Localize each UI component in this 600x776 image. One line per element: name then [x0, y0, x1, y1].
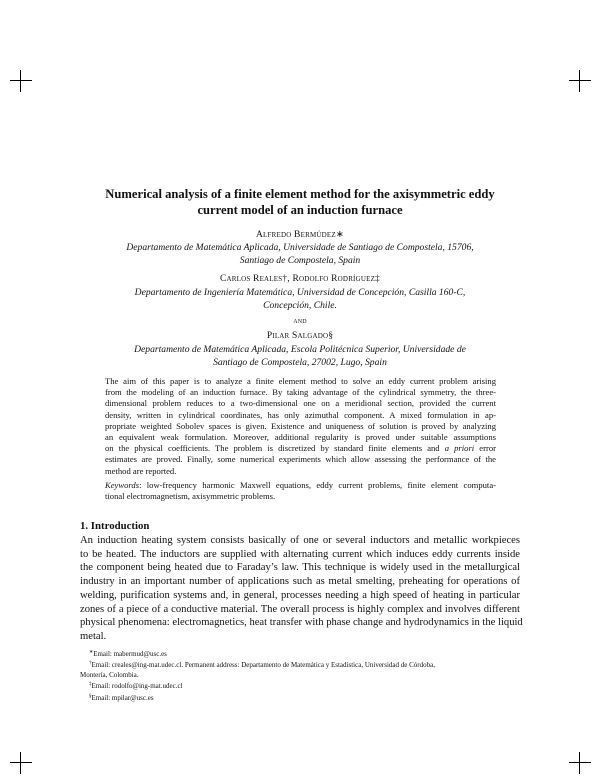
footnote-mark: § — [89, 693, 92, 699]
keywords-label: Keywords — [105, 480, 140, 490]
footnote-mark: † — [89, 661, 92, 667]
affiliation-line: Departamento de Matemática Aplicada, Universidade de Santiago de Compostela, 15706, — [126, 242, 474, 253]
footnote-continuation: Montería, Colombia. — [80, 670, 139, 679]
affiliation-1 — [60, 242, 540, 267]
abstract-line: density, written in cylindrical coordinates, has only azimuthal component. A mixed formulation in ap- — [105, 409, 496, 420]
crop-mark-bottom-right — [569, 752, 591, 774]
footnotes — [80, 648, 520, 703]
abstract — [105, 376, 496, 477]
abstract-text: on the physical coefficients. The problem is discretized by standard finite elements and — [105, 443, 440, 454]
footnote-text: Email: rodolfo@ing-mat.udec.cl — [91, 682, 183, 691]
abstract-line — [105, 443, 496, 454]
affiliation-line: Santiago de Compostela, Spain — [239, 254, 361, 266]
affiliation-line: Santiago de Compostela, 27002, Lugo, Spain — [213, 356, 387, 368]
author-3: Pilar Salgado§ — [266, 331, 334, 341]
crop-mark-top-right — [569, 70, 591, 92]
paper-title — [60, 186, 540, 218]
footnote-text: Email: creales@ing-mat.udec.cl. Permanent address: Departamento de Matemática y Estadística, Universidad de Córdoba, — [91, 661, 435, 670]
footnote-text: Email: mabermud@usc.es — [93, 650, 167, 658]
affiliation-3 — [60, 344, 540, 369]
keywords-text: : low-frequency harmonic Maxwell equations, eddy current problems, finite element computa- — [139, 480, 496, 490]
introduction-body — [80, 534, 523, 644]
abstract-line: an equivalent weak formulation. Moreover, additional regularity is proved under suitable assumptions — [105, 432, 496, 443]
footnote — [80, 648, 520, 659]
affiliation-line: Departamento de Matemática Aplicada, Escola Politécnica Superior, Universidade de — [134, 344, 466, 355]
footnote — [80, 659, 520, 670]
keywords — [105, 480, 496, 502]
affiliation-line: Concepción, Chile. — [263, 299, 337, 311]
footnote — [80, 692, 520, 703]
abstract-line: from the modeling of an induction furnace. By taking advantage of the cylindrical symmetry, the three- — [105, 387, 496, 398]
footnote-mark: ‡ — [89, 682, 92, 688]
author-1: Alfredo Bermúdez∗ — [256, 230, 344, 240]
abstract-line: estimates are proved. Finally, some numerical experiments which allow assessing the performance of the — [105, 454, 496, 465]
author-2: Carlos Reales†, Rodolfo Rodríguez‡ — [219, 274, 381, 284]
abstract-line: method are reported. — [105, 465, 177, 476]
abstract-line: propriate weighted Sobolev spaces is given. Existence and uniqueness of solution is proved by analyzing — [105, 420, 496, 431]
crop-mark-bottom-left — [10, 752, 32, 774]
abstract-line: The aim of this paper is to analyze a finite element method to solve an eddy current problem arising — [105, 376, 496, 386]
body-line: the component being heated due to Faraday’s law. This technique is widely used in the metallurgical — [80, 562, 520, 574]
body-line: metal. — [80, 630, 107, 642]
body-line: zones of a piece of a conductive material. The overall process is highly complex and involves different — [80, 603, 520, 615]
crop-mark-top-left — [10, 70, 32, 92]
title-line: Numerical analysis of a finite element method for the axisymmetric eddy — [105, 187, 495, 201]
footnote-mark: ∗ — [89, 650, 94, 655]
abstract-line: dimensional problem reduces to a two-dimensional one on a meridional section, provided the current — [105, 398, 496, 409]
footnote — [80, 680, 520, 691]
keywords-line: tional electromagnetism, axisymmetric problems. — [105, 491, 276, 502]
keywords-line — [105, 480, 496, 491]
body-line: physical phenomena: electromagnetics, heat transfer with phase change and hydrodynamics in the liquid — [80, 617, 523, 629]
affiliation-2 — [60, 287, 540, 312]
and-separator: and — [293, 315, 307, 325]
body-line: to be heated. The inductors are supplied with alternating current which induces eddy currents inside — [80, 548, 520, 560]
abstract-italic: a priori — [444, 443, 475, 454]
footnote-text: Email: mpilar@usc.es — [91, 693, 154, 702]
affiliation-line: Departamento de Ingeniería Matemática, Universidad de Concepción, Casilla 160-C, — [134, 287, 466, 298]
body-line: An induction heating system consists basically of one or several inductors and metallic workpieces — [80, 535, 520, 546]
abstract-text: error — [474, 443, 496, 454]
title-line: current model of an induction furnace — [197, 203, 403, 217]
body-line: welding, purification systems and, in general, processes needing a high speed of heating in particular — [80, 589, 520, 601]
section-heading: 1. Introduction — [80, 520, 150, 532]
body-line: industry in an important number of applications such as metal smelting, preheating for operations of — [80, 576, 520, 588]
